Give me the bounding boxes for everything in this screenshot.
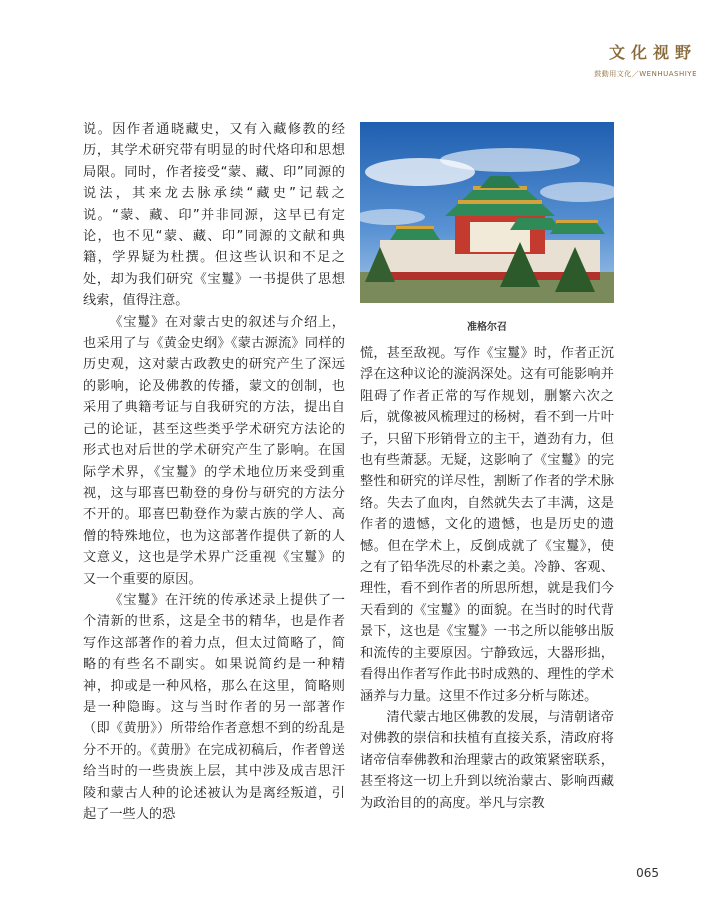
section-title: 文化视野 xyxy=(608,43,697,62)
temple-photo-illustration xyxy=(360,122,614,303)
temple-photo xyxy=(360,122,614,303)
paragraph: 清代蒙古地区佛教的发展，与清朝诸帝对佛教的崇信和扶植有直接关系，清政府将诸帝信奉佛教和治理蒙古的政策紧密联系，甚至将这一切上升到以统治蒙古、影响西藏为政治目的的高度。举凡与宗教 xyxy=(360,709,614,811)
page-number: 065 xyxy=(636,866,659,880)
paragraph: 慌，甚至敌视。写作《宝鬘》时，作者正沉浮在这种议论的漩涡深处。这有可能影响并阻碍了作者正常的写作规划，删繁六次之后，就像被风梳理过的杨树，看不到一片叶子，只留下形销骨立的主干，遒劲有力，但也有些萧瑟。无疑，这影响了《宝鬘》的完整性和研究的详尽性，割断了作者的学术脉络。失去了血肉，自然就失去了丰满，这是作者的遗憾，文化的遗憾，也是历史的遗憾。但在学术上，反倒成就了《宝鬘》，使之有了铅华洗尽的朴素之美。冷静、客观、理性，看不到作者的所思所想，就是我们今天看到的《宝鬘》的面貌。在当时的时代背景下，这也是《宝鬘》一书之所以能够出版和流传的主要原因。宁静致远，大器形拙，看得出作者写作此书时成熟的、理性的学术涵养与力量。这里不作过多分析与陈述。 xyxy=(360,346,614,704)
photo-caption: 准格尔召 xyxy=(467,322,507,333)
left-column xyxy=(83,119,345,825)
paragraph: 说。因作者通晓藏史，又有入藏修教的经历，其学术研究带有明显的时代烙印和思想局限。同时，作者接受“蒙、藏、印”同源的说法，其来龙去脉承续“藏史”记载之说。“蒙、藏、印”并非同源，这早已有定论，也不见“蒙、藏、印”同源的文献和典籍，学界疑为杜撰。但这些认识和不足之处，却为我们研究《宝鬘》一书提供了思想线索，值得注意。 xyxy=(83,122,345,309)
section-subtitle: 鼓動用文化／WENHUASHIYE xyxy=(594,70,697,78)
right-column xyxy=(360,343,614,814)
paragraph: 《宝鬘》在汗统的传承述录上提供了一个清新的世系，这是全书的精华，也是作者写作这部著作的着力点，但太过简略了，简略的有些名不副实。如果说简约是一种精神，抑或是一种风格，那么在这里，简略则是一种隐晦。这与当时作者的另一部著作（即《黄册》）所带给作者意想不到的纷乱是分不开的。《黄册》在完成初稿后，作者曾送给当时的一些贵族上层，其中涉及成吉思汗陵和蒙古人种的论述被认为是离经叛道，引起了一些人的恐 xyxy=(83,592,345,822)
paragraph: 《宝鬘》在对蒙古史的叙述与介绍上，也采用了与《黄金史纲》《蒙古源流》同样的历史观，这对蒙古政教史的研究产生了深远的影响，论及佛教的传播，蒙文的创制，也采用了典籍考证与自我研究的方法，提出自己的论证，甚至这些类乎学术研究方法论的形式也对后世的学术研究产生了影响。在国际学术界，《宝鬘》的学术地位历来受到重视，这与耶喜巴勒登的身份与研究的方法分不开的。耶喜巴勒登作为蒙古族的学人、高僧的特殊地位，也为这部著作提供了新的人文意义，这也是学术界广泛重视《宝鬘》的又一个重要的原因。 xyxy=(83,314,345,587)
section-header xyxy=(594,40,697,79)
